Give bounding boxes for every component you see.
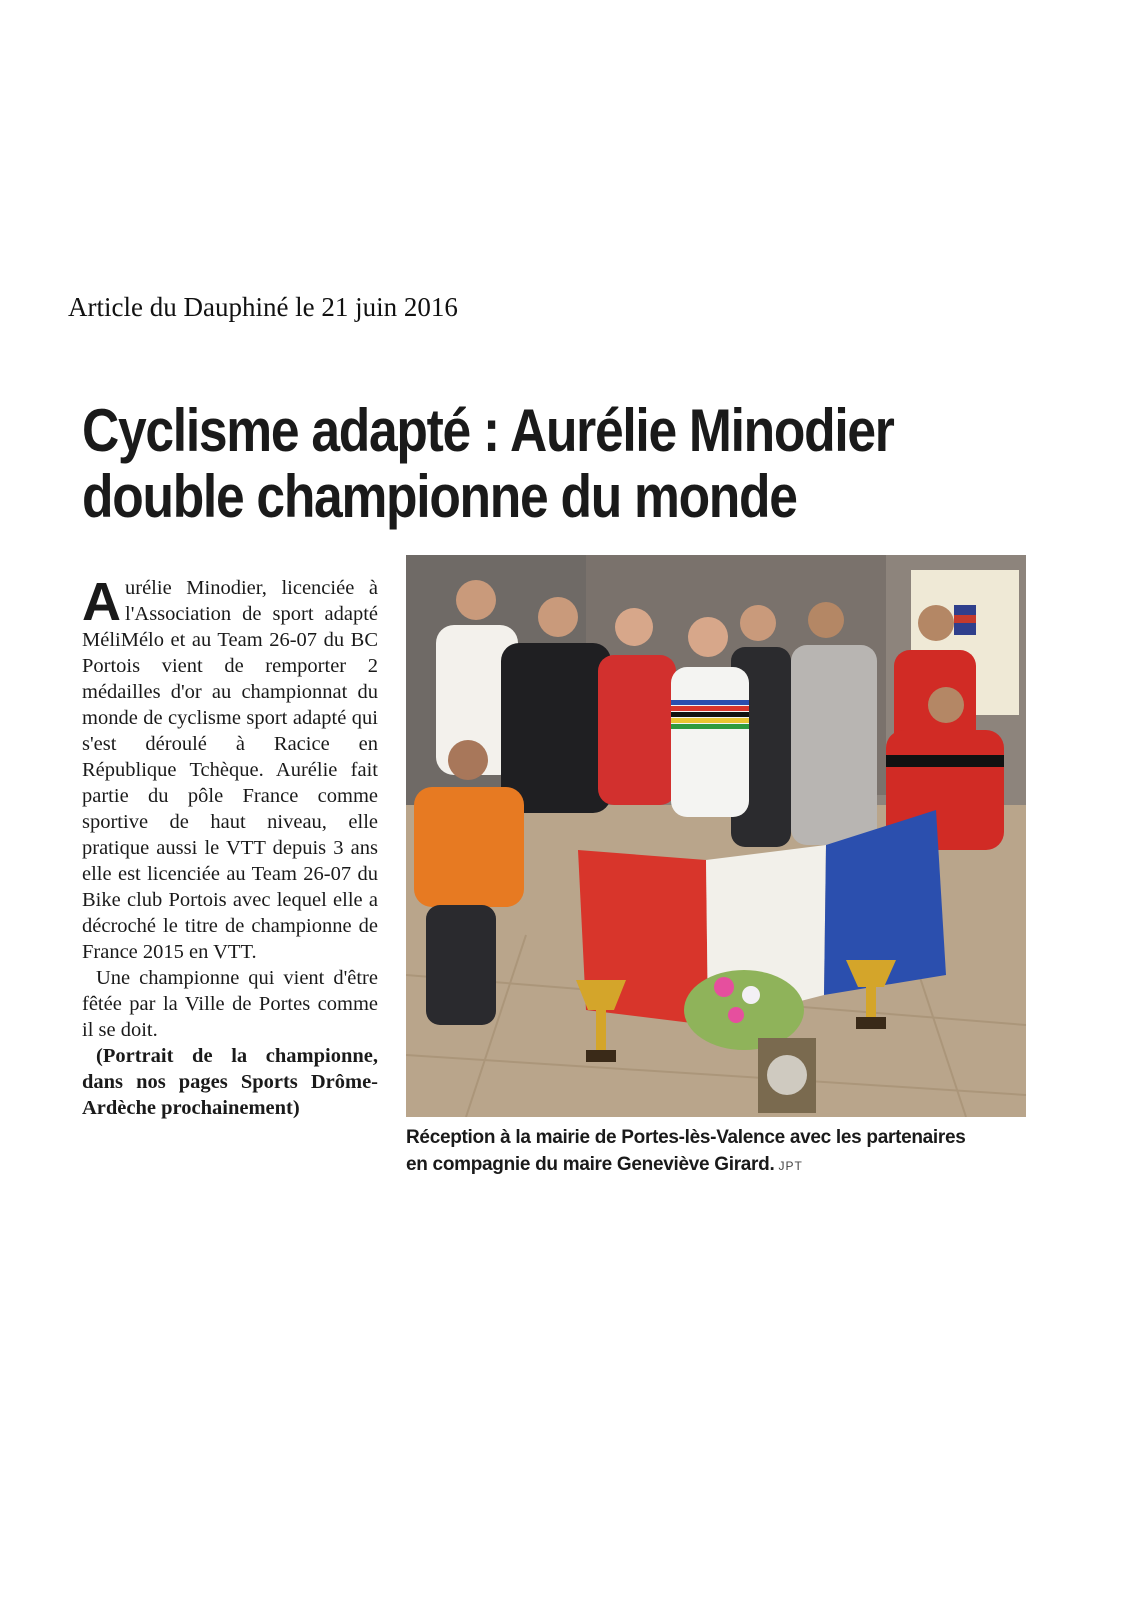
photo-illustration: [406, 555, 1026, 1117]
article-headline: [82, 398, 908, 530]
article-paragraph-1: [82, 572, 378, 965]
source-line: Article du Dauphiné le 21 juin 2016: [68, 292, 458, 322]
drop-cap: A: [82, 572, 121, 632]
headline-line-1: Cyclisme adapté : Aurélie Minodier: [82, 397, 894, 464]
article-photo: [406, 555, 1026, 1117]
paragraph-1-text: urélie Minodier, licenciée à l'Association de sport adapté MéliMélo et au Team 26-07 du BC Portois vient de remporter 2 médailles d'or au championnat du monde de cyclisme sport adapté qui s'est déroulé à Racice en République Tchèque. Aurélie fait partie du pôle France comme sportive de haut niveau, elle pratique aussi le VTT depuis 3 ans elle est licenciée au Team 26-07 du Bike club Portois avec lequel elle a décroché le titre de championne de France 2015 en VTT.: [82, 577, 378, 963]
article-paragraph-2: Une championne qui vient d'être fêtée par la Ville de Portes comme il se doit.: [82, 967, 378, 1041]
caption-line-2: [406, 1151, 1026, 1180]
award-plaque: [758, 1038, 816, 1113]
caption-line-2-text: en compagnie du maire Geneviève Girard.: [406, 1154, 775, 1175]
photo-caption: [406, 1124, 1026, 1180]
article-body: [82, 572, 378, 1121]
photo-credit: JPT: [778, 1159, 803, 1173]
headline-line-2: double championne du monde: [82, 463, 797, 530]
article-teaser: (Portrait de la championne, dans nos pages Sports Drôme-Ardèche prochainement): [82, 1045, 378, 1119]
caption-line-1: Réception à la mairie de Portes-lès-Valence avec les partenaires: [406, 1127, 966, 1148]
